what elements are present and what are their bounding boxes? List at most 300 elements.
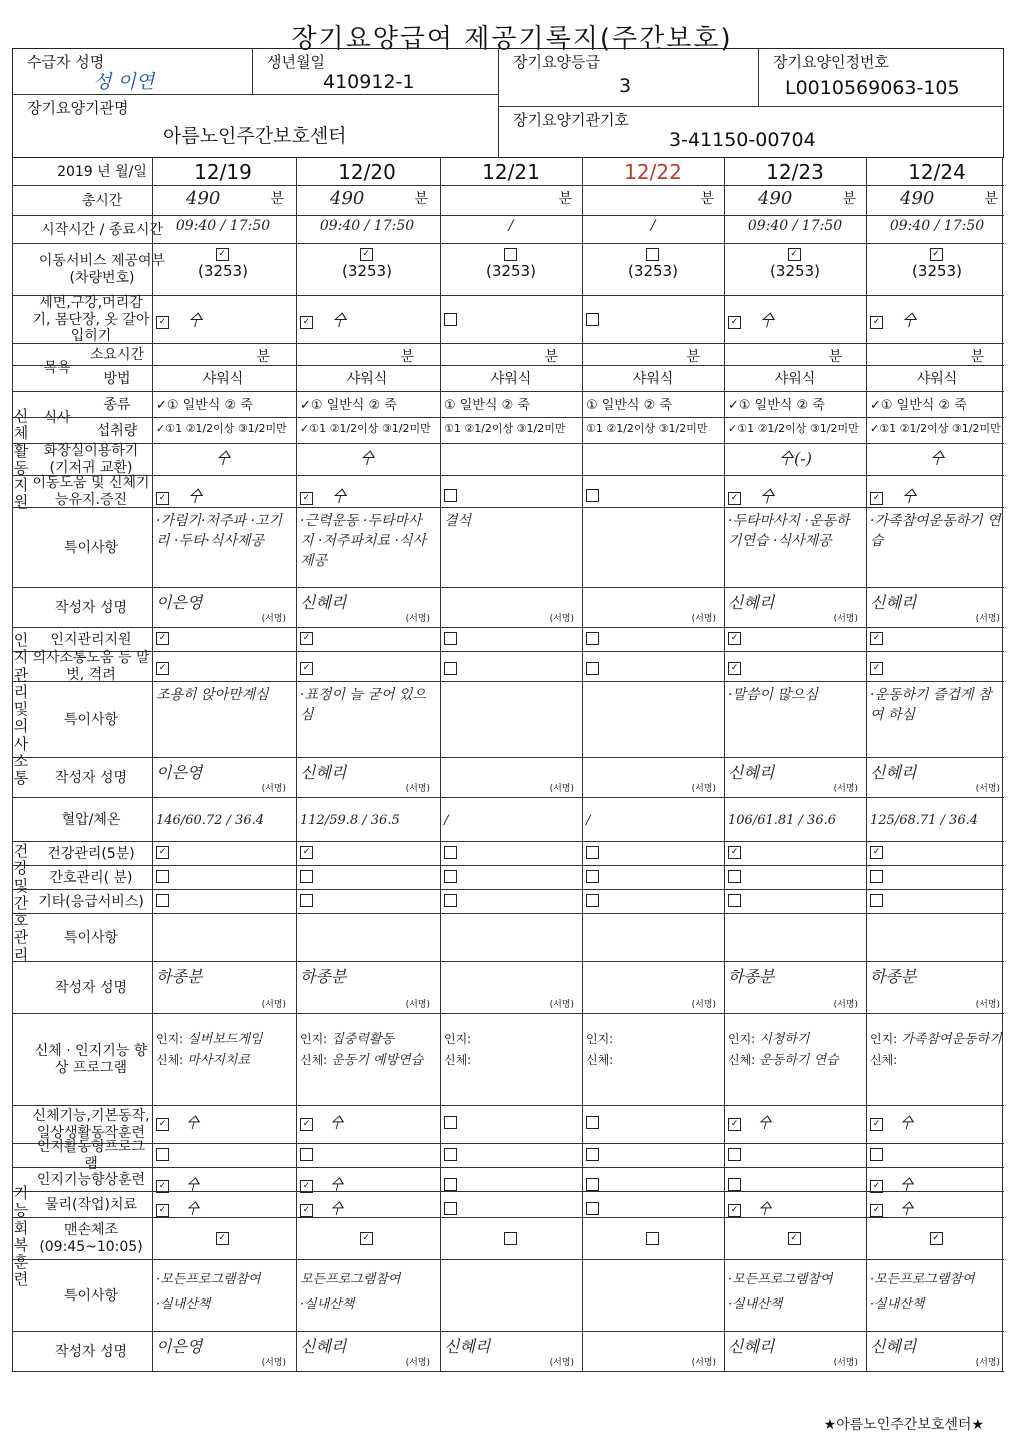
body-prefix: 신체: (586, 1052, 614, 1067)
checkbox-icon[interactable] (300, 1148, 313, 1161)
checkbox-icon[interactable]: ✓ (156, 1118, 169, 1131)
vehicle-number: (3253) (770, 262, 820, 280)
cell-date-1 (300, 160, 434, 184)
checkbox-icon[interactable] (586, 1202, 599, 1215)
cell-com-4 (728, 654, 862, 686)
cell-nursing-2 (444, 868, 578, 888)
sign-label: (서명) (261, 614, 286, 624)
row-label-cog: 인지관리지원 (50, 631, 132, 648)
program-notes (728, 1268, 862, 1317)
body-program-value: 운동기 예방연습 (331, 1052, 424, 1068)
cell-com-3 (586, 654, 720, 686)
section-label: 신체활동지원 (13, 407, 29, 512)
recipient-name: 성 이연 (93, 71, 155, 93)
mobility-cell (870, 487, 918, 506)
checkbox-icon[interactable]: ✓ (870, 1180, 883, 1193)
cell-other-0 (156, 892, 290, 912)
blood-pressure-temp: / (444, 813, 449, 828)
table-row-note3 (12, 914, 1004, 962)
checkbox-icon[interactable]: ✓ (216, 248, 229, 261)
cell-wash-4 (728, 298, 862, 352)
row-label-note1: 특이사항 (63, 539, 119, 556)
checkbox-icon[interactable]: ✓ (300, 1118, 313, 1131)
total-time-cell (870, 188, 998, 209)
cell-total-0 (156, 188, 290, 214)
meal-amount-options: ✓①1 ②1/2이상 ③1/2미만 (728, 422, 859, 435)
form-title: 장기요양급여 제공기록지(주간보호) (291, 24, 733, 54)
cell-note4-3 (586, 1262, 720, 1336)
checkbox-icon[interactable] (586, 894, 599, 907)
org-cell (13, 95, 499, 157)
writer-name: 신혜리 (444, 1337, 491, 1356)
cog_training-mark: 㐃 (899, 1176, 915, 1194)
cell-wash-2 (444, 298, 578, 352)
transport-cell (728, 246, 862, 280)
checkbox-icon[interactable]: ✓ (156, 662, 169, 675)
cell-health-1 (300, 844, 434, 864)
recipient-cell (13, 49, 253, 95)
cell-w3-4 (728, 964, 862, 1012)
checkbox-icon[interactable] (444, 1116, 457, 1129)
cell-mobility-0 (156, 478, 290, 512)
meal-amount-options: ✓①1 ②1/2이상 ③1/2미만 (300, 422, 431, 435)
footer-stamp: ★아름노인주간보호센터★ (823, 1417, 984, 1433)
minute-unit: 분 (984, 191, 998, 207)
cell-meal_amount-5 (870, 420, 1004, 442)
checkbox-icon[interactable] (444, 846, 457, 859)
sign-label: (서명) (975, 784, 1000, 794)
cell-w4-0 (156, 1334, 290, 1370)
cell-other-3 (586, 892, 720, 912)
cell-wash-3 (586, 298, 720, 352)
checkbox-icon[interactable]: ✓ (870, 662, 883, 675)
basic-cell (870, 1116, 914, 1132)
writer-name: 신혜리 (300, 763, 347, 782)
cell-cog-5 (870, 630, 1004, 650)
cell-cog-4 (728, 630, 862, 650)
checkbox-icon[interactable] (444, 894, 457, 907)
cell-cog_program-1 (300, 1146, 434, 1166)
cell-physical-0 (156, 1194, 290, 1220)
bath-minute-unit: 분 (256, 349, 270, 365)
basic-mark: 㐃 (185, 1114, 201, 1132)
checkbox-icon[interactable]: ✓ (728, 632, 741, 645)
basic-cell (300, 1116, 344, 1132)
basic-mark: 㐃 (329, 1114, 345, 1132)
cell-basic-5 (870, 1108, 1004, 1146)
checkbox-icon[interactable] (586, 870, 599, 883)
meal-kind-options: ✓① 일반식 ② 죽 (728, 398, 825, 413)
cell-note4-4 (728, 1262, 862, 1336)
checkbox-icon[interactable] (156, 894, 169, 907)
checkbox-icon[interactable]: ✓ (728, 1118, 741, 1131)
cog_training-cell (586, 1176, 615, 1192)
body-prefix: 신체: (300, 1052, 328, 1067)
checkbox-icon[interactable] (444, 1202, 457, 1215)
cell-time-3 (586, 218, 720, 242)
checkbox-icon[interactable]: ✓ (930, 248, 943, 261)
cell-program-0 (156, 1016, 290, 1118)
cell-com-1 (300, 654, 434, 686)
column-divider (440, 158, 441, 1372)
basic-cell (156, 1116, 200, 1132)
cell-meal_kind-1 (300, 394, 434, 416)
checkbox-icon[interactable] (870, 870, 883, 883)
checkbox-icon[interactable]: ✓ (728, 1204, 741, 1217)
cog_training-cell (300, 1178, 344, 1194)
time-range: 09:40 / 17:50 (747, 218, 843, 234)
program-notes (156, 1268, 290, 1317)
section-label: 기능회복훈련 (13, 1184, 29, 1289)
cell-note1-0 (156, 510, 290, 586)
checkbox-icon[interactable]: ✓ (300, 662, 313, 675)
cell-health-2 (444, 844, 578, 864)
cell-w4-1 (300, 1334, 434, 1370)
cog_training-mark: 㐃 (185, 1176, 201, 1194)
checkbox-icon[interactable] (870, 894, 883, 907)
cog-prefix: 인지: (728, 1032, 756, 1046)
cog_training-cell (156, 1178, 200, 1194)
row-label-bp: 혈압/체온 (61, 811, 121, 828)
meal-kind-options: ✓① 일반식 ② 죽 (300, 398, 397, 413)
checkbox-icon[interactable]: ✓ (870, 1204, 883, 1217)
checkbox-icon[interactable]: ✓ (156, 316, 169, 329)
program-note-a: ·모든프로그램참여 (870, 1272, 975, 1287)
bath-minute-unit: 분 (828, 349, 842, 365)
checkbox-icon[interactable] (444, 870, 457, 883)
checkbox-icon[interactable] (586, 632, 599, 645)
sign-label: (서명) (405, 784, 430, 794)
cell-wash-0 (156, 298, 290, 352)
row-label-meal_kind: 종류 (103, 396, 131, 413)
cell-cog-3 (586, 630, 720, 650)
cell-time-5 (870, 218, 1004, 242)
cell-time-1 (300, 218, 434, 242)
checkbox-icon[interactable]: ✓ (216, 1232, 229, 1245)
cell-w3-5 (870, 964, 1004, 1012)
cell-transport-2 (444, 246, 578, 294)
cell-note1-1 (300, 510, 434, 586)
basic-mark: 㐃 (899, 1114, 915, 1132)
checkbox-icon[interactable] (586, 489, 599, 502)
program-cognitive (444, 1030, 578, 1051)
checkbox-icon[interactable] (646, 248, 659, 261)
checkbox-icon[interactable]: ✓ (788, 248, 801, 261)
checkbox-icon[interactable]: ✓ (300, 1204, 313, 1217)
writer-name: 이은영 (156, 593, 203, 612)
wash-mark: 㐃 (759, 311, 776, 330)
checkbox-icon[interactable]: ✓ (870, 316, 883, 329)
checkbox-icon[interactable] (728, 870, 741, 883)
row-label-health: 건강관리(5분) (47, 845, 135, 862)
birth-label: 생년월일 (267, 53, 325, 71)
signature-cell (870, 763, 1000, 794)
sign-label: (서명) (261, 1000, 286, 1010)
program-notes (870, 1268, 1004, 1317)
cell-basic-1 (300, 1108, 434, 1146)
program-note-a: ·모든프로그램참여 (728, 1272, 833, 1287)
cell-w1-4 (728, 590, 862, 626)
writer-name: 하종분 (300, 967, 347, 986)
cell-nursing-4 (728, 868, 862, 888)
basic-cell (444, 1114, 473, 1130)
checkbox-icon[interactable] (646, 1232, 659, 1245)
column-divider (582, 158, 583, 1372)
program-cognitive (728, 1030, 862, 1051)
cell-note2-3 (586, 684, 720, 756)
cell-physical-3 (586, 1194, 720, 1220)
time-range: / (650, 218, 656, 234)
checkbox-icon[interactable]: ✓ (728, 846, 741, 859)
checkbox-icon[interactable] (156, 1148, 169, 1161)
program-cognitive (586, 1030, 720, 1051)
program-cognitive (300, 1030, 434, 1051)
checkbox-icon[interactable] (870, 1148, 883, 1161)
wash-mark: 㐃 (331, 311, 348, 330)
cell-w3-2 (444, 964, 578, 1012)
checkbox-icon[interactable] (156, 870, 169, 883)
checkbox-icon[interactable] (444, 662, 457, 675)
cell-exercise-0 (156, 1220, 290, 1268)
cell-meal_kind-0 (156, 394, 290, 416)
sign-label: (서명) (975, 1000, 1000, 1010)
signature-cell (300, 763, 430, 794)
physical-cell (870, 1202, 914, 1218)
sign-label: (서명) (261, 784, 286, 794)
sign-label: (서명) (833, 784, 858, 794)
writer-name: 신혜리 (728, 763, 775, 782)
checkbox-icon[interactable]: ✓ (156, 1180, 169, 1193)
cell-note4-0 (156, 1262, 290, 1336)
cell-program-3 (586, 1016, 720, 1118)
body-program-value: 마사지치료 (187, 1052, 251, 1068)
physical-cell (444, 1200, 473, 1216)
checkbox-icon[interactable] (444, 632, 457, 645)
bath-method: 샤워식 (916, 371, 958, 387)
cell-total-2 (444, 188, 578, 214)
row-label-note2: 특이사항 (63, 711, 119, 728)
checkbox-icon[interactable] (586, 662, 599, 675)
cog-program-value: 집중력활동 (331, 1032, 395, 1047)
cell-basic-4 (728, 1108, 862, 1146)
checkbox-icon[interactable] (444, 1148, 457, 1161)
row-label-cog_training: 인지기능향상훈련 (36, 1171, 146, 1188)
wash-mark: 㐃 (187, 311, 204, 330)
cell-meal_amount-3 (586, 420, 720, 442)
cell-basic-2 (444, 1108, 578, 1146)
cell-note4-5 (870, 1262, 1004, 1336)
row-label-bath_method: 방법 (103, 370, 131, 387)
signature-cell (156, 593, 286, 624)
program-cell (156, 1030, 290, 1072)
row-label-toilet: 화장실이용하기 (기저귀 교환) (43, 443, 139, 476)
minute-unit: 분 (558, 191, 572, 207)
checkbox-icon[interactable] (586, 1148, 599, 1161)
cell-cog_program-5 (870, 1146, 1004, 1166)
cell-w1-2 (444, 590, 578, 626)
vehicle-number: (3253) (912, 262, 962, 280)
sign-label: (서명) (549, 1000, 574, 1010)
cert-label: 장기요양인정번호 (773, 53, 889, 71)
cell-cog_training-5 (870, 1170, 1004, 1194)
checkbox-icon[interactable]: ✓ (156, 632, 169, 645)
total-minutes: 490 (330, 188, 365, 209)
cell-other-5 (870, 892, 1004, 912)
transport-cell (300, 246, 434, 280)
writer-name: 하종분 (728, 967, 775, 986)
checkbox-icon[interactable]: ✓ (300, 846, 313, 859)
checkbox-icon[interactable]: ✓ (156, 846, 169, 859)
cognitive-notes: ·말씀이 많으심 (728, 687, 819, 703)
cell-meal_amount-2 (444, 420, 578, 442)
checkbox-icon[interactable] (444, 1178, 457, 1191)
signature-cell (300, 1337, 430, 1368)
cell-nursing-0 (156, 868, 290, 888)
cell-total-4 (728, 188, 862, 214)
checkbox-icon[interactable] (586, 313, 599, 326)
cell-transport-3 (586, 246, 720, 294)
checkbox-icon[interactable] (444, 489, 457, 502)
date-label: 12/21 (482, 160, 540, 184)
time-range: 09:40 / 17:50 (319, 218, 415, 234)
checkbox-icon[interactable] (728, 894, 741, 907)
checkbox-icon[interactable] (586, 1116, 599, 1129)
sign-label: (서명) (691, 1358, 716, 1368)
cell-health-3 (586, 844, 720, 864)
mobility-cell (300, 487, 348, 506)
checkbox-icon[interactable] (300, 870, 313, 883)
cell-exercise-3 (586, 1220, 720, 1268)
cell-other-2 (444, 892, 578, 912)
body-prefix: 신체: (156, 1052, 184, 1067)
row-label-cog_program: 인지활동형프로그램 (36, 1139, 146, 1172)
column-divider (296, 158, 297, 1372)
bath-minute-unit: 분 (400, 349, 414, 365)
total-minutes: 490 (186, 188, 221, 209)
program-cognitive (156, 1030, 290, 1051)
minute-unit: 분 (842, 191, 856, 207)
column-divider (866, 158, 867, 1372)
cell-toilet-2 (444, 446, 578, 474)
program-body (156, 1051, 290, 1072)
time-range: 09:40 / 17:50 (889, 218, 985, 234)
cell-health-5 (870, 844, 1004, 864)
basic-cell (728, 1116, 772, 1132)
cell-date-0 (156, 160, 290, 184)
cell-cog_training-1 (300, 1170, 434, 1194)
org-value: 아름노인주간보호센터 (163, 125, 347, 147)
body-prefix: 신체: (444, 1052, 472, 1067)
signature-cell (728, 1337, 858, 1368)
sign-label: (서명) (833, 1358, 858, 1368)
date-label: 12/23 (766, 160, 824, 184)
mobility-mark: 㐃 (331, 487, 348, 506)
cell-bath_time-5 (870, 346, 1004, 364)
mobility-mark: 㐃 (759, 487, 776, 506)
vehicle-number: (3253) (198, 262, 248, 280)
row-label-note4: 특이사항 (63, 1287, 119, 1304)
row-label-mobility: 이동도움 및 신체기능유지.증진 (32, 475, 150, 508)
signature-cell (444, 1337, 574, 1368)
physical-notes: ·근력운동 ·두타마사지 ·저주파치료 ·식사제공 (300, 513, 426, 569)
checkbox-icon[interactable] (728, 1148, 741, 1161)
signature-cell (870, 1337, 1000, 1368)
checkbox-icon[interactable] (586, 846, 599, 859)
checkbox-icon[interactable]: ✓ (728, 316, 741, 329)
sign-label: (서명) (405, 1358, 430, 1368)
wash-cell (586, 311, 617, 327)
program-note-b: ·실내산책 (870, 1296, 925, 1312)
checkbox-icon[interactable]: ✓ (788, 1232, 801, 1245)
cell-toilet-1 (300, 446, 434, 474)
checkbox-icon[interactable] (504, 248, 517, 261)
checkbox-icon[interactable]: ✓ (360, 1232, 373, 1245)
physical-notes: ·두타마사지 ·운동하기연습 ·식사제공 (728, 513, 850, 549)
wash-cell (156, 311, 204, 330)
row-label-w3: 작성자 성명 (54, 979, 128, 996)
transport-cell (156, 246, 290, 280)
writer-name: 신혜리 (728, 1337, 775, 1356)
signature-cell (728, 763, 858, 794)
header-box (12, 48, 1004, 158)
checkbox-icon[interactable]: ✓ (300, 1180, 313, 1193)
checkbox-icon[interactable]: ✓ (156, 492, 169, 505)
checkbox-icon[interactable]: ✓ (930, 1232, 943, 1245)
cell-wash-1 (300, 298, 434, 352)
cert-cell (759, 49, 1002, 107)
checkbox-icon[interactable]: ✓ (300, 632, 313, 645)
sign-label: (서명) (405, 614, 430, 624)
program-cell (870, 1030, 1004, 1072)
checkbox-icon[interactable] (728, 1178, 741, 1191)
writer-name: 신혜리 (870, 593, 917, 612)
cell-cog_program-3 (586, 1146, 720, 1166)
checkbox-icon[interactable] (444, 313, 457, 326)
total-time-cell (586, 191, 714, 208)
signature-cell (156, 763, 286, 794)
row-label-exercise: 맨손체조 (09:45~10:05) (39, 1222, 143, 1255)
cell-bath_method-5 (870, 368, 1004, 390)
checkbox-icon[interactable]: ✓ (156, 1204, 169, 1217)
sign-label: (서명) (975, 614, 1000, 624)
checkbox-icon[interactable] (300, 894, 313, 907)
checkbox-icon[interactable]: ✓ (728, 662, 741, 675)
column-divider (152, 158, 153, 1372)
checkbox-icon[interactable]: ✓ (870, 1118, 883, 1131)
cell-physical-4 (728, 1194, 862, 1220)
checkbox-icon[interactable]: ✓ (870, 492, 883, 505)
checkbox-icon[interactable] (504, 1232, 517, 1245)
cell-w2-0 (156, 760, 290, 796)
checkbox-icon[interactable]: ✓ (728, 492, 741, 505)
checkbox-icon[interactable] (586, 1178, 599, 1191)
row-label-wash: 세면,구강,머리감기, 몸단장, 옷 갈아입히기 (32, 294, 150, 345)
total-minutes: 490 (900, 188, 935, 209)
date-label: 12/22 (624, 160, 682, 184)
checkbox-icon[interactable]: ✓ (300, 316, 313, 329)
cell-bath_time-0 (156, 346, 290, 364)
checkbox-icon[interactable]: ✓ (870, 846, 883, 859)
checkbox-icon[interactable]: ✓ (870, 632, 883, 645)
checkbox-icon[interactable]: ✓ (360, 248, 373, 261)
checkbox-icon[interactable]: ✓ (300, 492, 313, 505)
wash-cell (728, 311, 776, 330)
meal-amount-options: ✓①1 ②1/2이상 ③1/2미만 (156, 422, 287, 435)
cell-toilet-5 (870, 446, 1004, 474)
cell-cog_program-4 (728, 1146, 862, 1166)
program-body (586, 1051, 720, 1072)
care-table (12, 158, 1004, 1372)
